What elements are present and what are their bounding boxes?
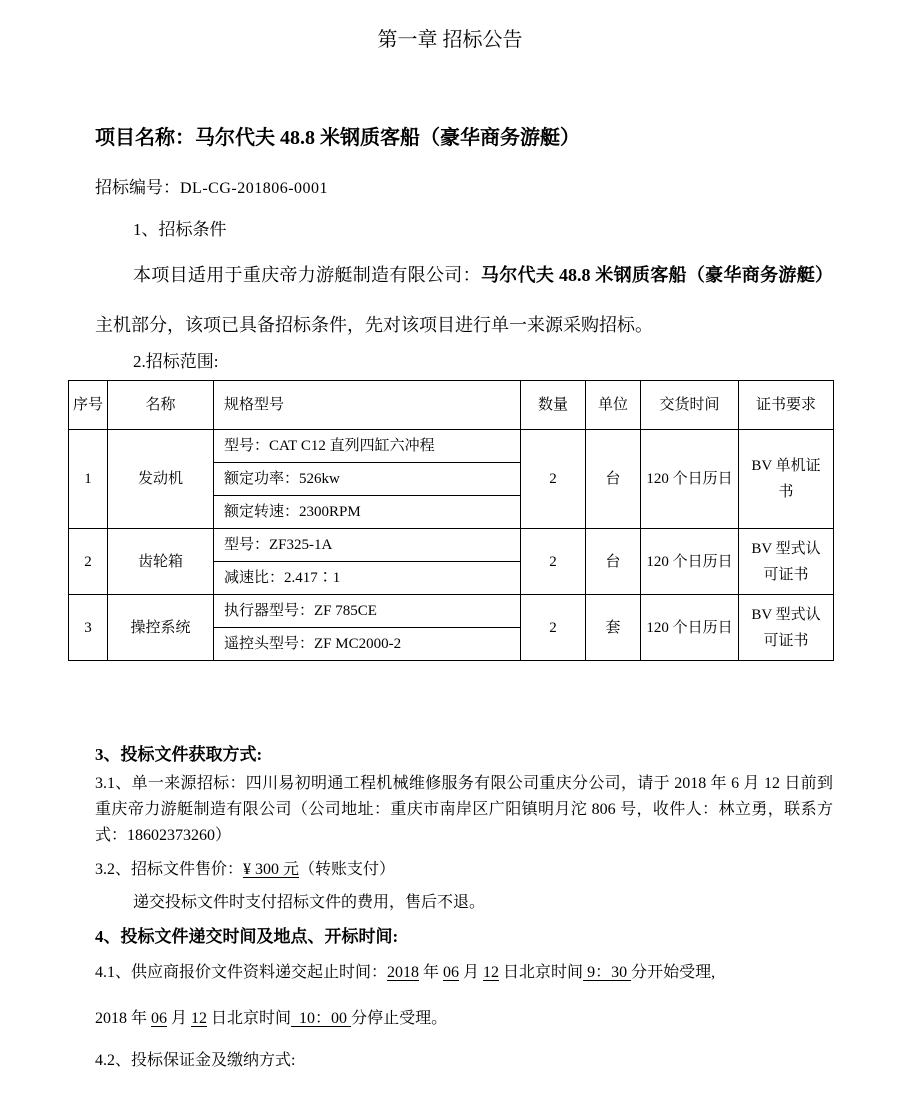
cell-spec: 减速比：2.417∶1 bbox=[214, 562, 521, 595]
cell-qty: 2 bbox=[521, 430, 586, 529]
tender-number-label: 招标编号： bbox=[95, 178, 180, 197]
cell-spec: 遥控头型号：ZF MC2000-2 bbox=[214, 628, 521, 661]
tender-number-value: DL-CG-201806-0001 bbox=[180, 180, 329, 197]
cell-seq: 2 bbox=[69, 529, 108, 595]
cell-spec: 额定功率：526kw bbox=[214, 463, 521, 496]
cell-seq: 1 bbox=[69, 430, 108, 529]
section-1-title: 1、招标条件 bbox=[133, 220, 227, 239]
end-time: 10：00 bbox=[291, 1010, 352, 1027]
start-year: 2018 bbox=[387, 964, 420, 981]
clause-4-1-start bbox=[95, 961, 900, 985]
header-seq: 序号 bbox=[69, 381, 108, 430]
header-name: 名称 bbox=[108, 381, 214, 430]
day-beijing-time: 日北京时间 bbox=[207, 1010, 292, 1027]
section-3-title: 3、投标文件获取方式: bbox=[95, 745, 263, 764]
table-row bbox=[69, 595, 834, 628]
cell-cert: BV 型式认可证书 bbox=[739, 595, 834, 661]
clause-4-2: 4.2、投标保证金及缴纳方式: bbox=[95, 1052, 296, 1069]
chapter-title: 第一章 招标公告 bbox=[377, 29, 523, 51]
cell-spec: 执行器型号：ZF 785CE bbox=[214, 595, 521, 628]
header-qty: 数量 bbox=[521, 381, 586, 430]
clause-4-1-end bbox=[95, 1007, 900, 1031]
end-month: 06 bbox=[151, 1010, 168, 1027]
clause-3-2-rest: （转账支付） bbox=[299, 861, 396, 878]
cell-unit: 套 bbox=[586, 595, 641, 661]
cell-unit: 台 bbox=[586, 430, 641, 529]
year-unit: 年 bbox=[419, 964, 444, 981]
table-row bbox=[69, 529, 834, 562]
header-spec: 规格型号 bbox=[214, 381, 521, 430]
month-unit: 月 bbox=[459, 964, 484, 981]
clause-4-1-end-suffix: 分停止受理。 bbox=[351, 1010, 448, 1027]
table-row bbox=[69, 430, 834, 463]
cell-delivery: 120 个日历日 bbox=[641, 529, 739, 595]
clause-3-2-label: 3.2、招标文件售价： bbox=[95, 861, 244, 878]
project-name: 项目名称：马尔代夫 48.8 米钢质客船（豪华商务游艇） bbox=[95, 127, 580, 149]
header-cert: 证书要求 bbox=[739, 381, 834, 430]
cell-name: 发动机 bbox=[108, 430, 214, 529]
header-unit: 单位 bbox=[586, 381, 641, 430]
clause-4-1-suffix: 分开始受理, bbox=[631, 964, 716, 981]
cell-spec: 型号：ZF325-1A bbox=[214, 529, 521, 562]
cell-spec: 型号：CAT C12 直列四缸六冲程 bbox=[214, 430, 521, 463]
tender-scope-table bbox=[68, 380, 834, 661]
cell-unit: 台 bbox=[586, 529, 641, 595]
end-day: 12 bbox=[191, 1010, 208, 1027]
paragraph-bold-project: 马尔代夫 48.8 米钢质客船（豪华商务游艇） bbox=[480, 265, 833, 285]
header-delivery: 交货时间 bbox=[641, 381, 739, 430]
cell-qty: 2 bbox=[521, 529, 586, 595]
section-2-title: 2.招标范围: bbox=[133, 352, 219, 371]
cell-spec: 额定转速：2300RPM bbox=[214, 496, 521, 529]
tender-number bbox=[95, 176, 900, 201]
clause-4-1-prefix: 4.1、供应商报价文件资料递交起止时间： bbox=[95, 964, 388, 981]
month-unit: 月 bbox=[167, 1010, 192, 1027]
start-time: 9：30 bbox=[583, 964, 632, 981]
cell-seq: 3 bbox=[69, 595, 108, 661]
paragraph-tender-conditions bbox=[95, 250, 833, 350]
payment-note: 递交投标文件时支付招标文件的费用，售后不退。 bbox=[133, 894, 486, 911]
cell-delivery: 120 个日历日 bbox=[641, 430, 739, 529]
cell-name: 齿轮箱 bbox=[108, 529, 214, 595]
start-day: 12 bbox=[483, 964, 500, 981]
section-4-title: 4、投标文件递交时间及地点、开标时间: bbox=[95, 927, 399, 946]
table-header-row bbox=[69, 381, 834, 430]
cell-name: 操控系统 bbox=[108, 595, 214, 661]
start-month: 06 bbox=[443, 964, 460, 981]
cell-cert: BV 型式认可证书 bbox=[739, 529, 834, 595]
paragraph-rest-text: 主机部分，该项已具备招标条件，先对该项目进行单一来源采购招标。 bbox=[95, 315, 653, 335]
day-beijing-time: 日北京时间 bbox=[499, 964, 584, 981]
end-year: 2018 年 bbox=[95, 1010, 152, 1027]
cell-cert: BV 单机证书 bbox=[739, 430, 834, 529]
clause-3-2 bbox=[95, 857, 900, 883]
cell-delivery: 120 个日历日 bbox=[641, 595, 739, 661]
paragraph-normal-text: 本项目适用于重庆帝力游艇制造有限公司： bbox=[133, 265, 481, 285]
clause-3-1: 3.1、单一来源招标：四川易初明通工程机械维修服务有限公司重庆分公司，请于 2018 年 6 月 12 日前到重庆帝力游艇制造有限公司（公司地址：重庆市南岸区广阳镇明月沱 806 号，收件人：林立勇，联系方式：18602373260） bbox=[95, 775, 833, 844]
clause-3-2-price: ¥ 300 元 bbox=[243, 861, 300, 878]
cell-qty: 2 bbox=[521, 595, 586, 661]
